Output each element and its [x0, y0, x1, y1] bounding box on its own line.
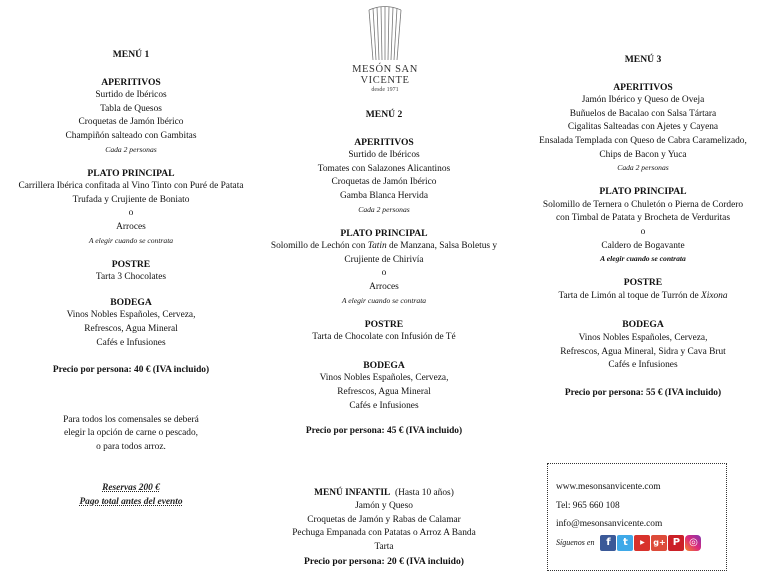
- list-item: Ensalada Templada con Queso de Cabra Caramelizado,: [539, 135, 747, 146]
- dish-text: Solomillo de Lechón con: [270, 241, 368, 252]
- reservation-line: Reservas 200 €: [102, 483, 160, 494]
- list-item: Chips de Bacon y Yuca: [599, 149, 687, 160]
- menu-3: [518, 53, 768, 400]
- reservation-note: [0, 482, 262, 509]
- dish-text-italic: Tatin: [367, 241, 387, 252]
- info-line: elegir la opción de carne o pescado,: [63, 428, 199, 439]
- info-line: o para todos arroz.: [96, 441, 166, 452]
- section-heading: POSTRE: [364, 318, 404, 330]
- section-heading: PLATO PRINCIPAL: [599, 186, 687, 198]
- kids-menu: [258, 487, 510, 569]
- drinks-line: Refrescos, Agua Mineral: [337, 386, 431, 397]
- reservation-line: Pago total antes del evento: [79, 497, 183, 508]
- note: A elegir cuando se contrata: [600, 254, 686, 264]
- dish-line: [518, 290, 768, 304]
- dish-line: Arroces: [116, 221, 146, 232]
- note: Cada 2 personas: [358, 204, 410, 214]
- section-heading: APERITIVOS: [354, 136, 414, 148]
- list-item: Tabla de Quesos: [100, 103, 162, 114]
- email-link[interactable]: info@mesonsanvicente.com: [556, 519, 663, 529]
- section-heading: PLATO PRINCIPAL: [340, 227, 428, 239]
- menu-price: Precio por persona: 55 € (IVA incluido): [564, 387, 722, 398]
- menu-price: Precio por persona: 45 € (IVA incluido): [305, 426, 463, 437]
- menu-title: MENÚ 2: [365, 109, 403, 120]
- drinks-line: Vinos Nobles Españoles, Cerveza,: [66, 310, 196, 321]
- drinks-line: Vinos Nobles Españoles, Cerveza,: [319, 373, 449, 384]
- instagram-icon[interactable]: ◎: [685, 535, 701, 551]
- google-plus-icon[interactable]: g+: [651, 535, 667, 551]
- list-item: Croquetas de Jamón Ibérico: [78, 117, 184, 128]
- menu-2: [258, 108, 510, 568]
- list-item: Croquetas de Jamón y Rabas de Calamar: [307, 514, 461, 525]
- drinks-line: Cafés e Infusiones: [608, 360, 678, 371]
- section-heading: BODEGA: [110, 296, 152, 308]
- section-heading: BODEGA: [363, 359, 405, 371]
- menu-1: [0, 48, 262, 510]
- list-item: Tarta: [374, 542, 394, 553]
- follow-label: Síguenos en: [556, 537, 595, 547]
- dish-line: [258, 240, 510, 254]
- info-note: [0, 414, 262, 455]
- or-separator: o: [640, 226, 646, 237]
- drinks-line: Refrescos, Agua Mineral, Sidra y Cava Brut: [560, 346, 726, 357]
- section-heading: BODEGA: [622, 319, 664, 331]
- list-item: Champiñón salteado con Gambitas: [65, 130, 197, 141]
- menu-price: Precio por persona: 40 € (IVA incluido): [52, 365, 210, 376]
- kids-menu-age: (Hasta 10 años): [394, 487, 454, 498]
- dish-line: Trufada y Crujiente de Boniato: [72, 194, 190, 205]
- list-item: Cigalitas Salteadas con Ajetes y Cayena: [567, 122, 719, 133]
- drinks-line: Cafés e Infusiones: [349, 400, 419, 411]
- dish-line: Tarta 3 Chocolates: [95, 272, 167, 283]
- section-heading: POSTRE: [111, 258, 151, 270]
- phone-number: Tel: 965 660 108: [556, 500, 620, 511]
- dish-text: Tarta de Limón al toque de Turrón de: [558, 290, 701, 301]
- or-separator: o: [128, 208, 134, 219]
- dish-line: Crujiente de Chirivía: [344, 254, 424, 265]
- facebook-icon[interactable]: f: [600, 535, 616, 551]
- dish-line: Tarta de Chocolate con Infusión de Té: [312, 332, 456, 343]
- dish-line: Arroces: [369, 281, 399, 292]
- info-line: Para todos los comensales se deberá: [63, 414, 199, 425]
- youtube-icon[interactable]: ▶: [634, 535, 650, 551]
- dish-line: con Timbal de Patata y Brocheta de Verduritas: [555, 213, 730, 224]
- section-heading: APERITIVOS: [613, 81, 673, 93]
- list-item: Jamón Ibérico y Queso de Oveja: [581, 95, 705, 106]
- list-item: Jamón y Queso: [355, 501, 413, 512]
- note: Cada 2 personas: [617, 163, 669, 173]
- restaurant-logo: [330, 6, 440, 93]
- kids-menu-heading: MENÚ INFANTIL: [314, 487, 391, 498]
- or-separator: o: [381, 268, 387, 279]
- kids-menu-price: Precio por persona: 20 € (IVA incluido): [304, 555, 464, 567]
- dish-line: Carrillera Ibérica confitada al Vino Tinto con Puré de Patata: [18, 181, 244, 192]
- note: Cada 2 personas: [105, 144, 157, 154]
- dish-text-italic: Xixona: [700, 290, 728, 301]
- dish-text: de Manzana, Salsa Boletus y: [386, 241, 498, 252]
- section-heading: APERITIVOS: [101, 76, 161, 88]
- logo-name: MESÓN SAN VICENTE: [352, 64, 418, 86]
- section-heading: POSTRE: [623, 277, 663, 289]
- kids-menu-title: [258, 487, 510, 501]
- logo-since: desde 1971: [371, 87, 399, 93]
- list-item: Tomates con Salazones Alicantinos: [317, 163, 451, 174]
- website-link[interactable]: www.mesonsanvicente.com: [556, 482, 661, 492]
- drinks-line: Vinos Nobles Españoles, Cerveza,: [578, 332, 708, 343]
- list-item: Pechuga Empanada con Patatas o Arroz A Banda: [292, 528, 476, 539]
- dish-line: Solomillo de Ternera o Chuletón o Pierna de Cordero: [542, 199, 744, 210]
- list-item: Croquetas de Jamón Ibérico: [331, 177, 437, 188]
- list-item: Gamba Blanca Hervida: [340, 190, 428, 201]
- dish-line: Caldero de Bogavante: [601, 240, 685, 251]
- drinks-line: Cafés e Infusiones: [96, 337, 166, 348]
- menu-title: MENÚ 1: [112, 49, 150, 60]
- drinks-line: Refrescos, Agua Mineral: [84, 323, 178, 334]
- section-heading: PLATO PRINCIPAL: [87, 167, 175, 179]
- chef-hat-icon: [363, 6, 407, 62]
- list-item: Buñuelos de Bacalao con Salsa Tártara: [569, 108, 717, 119]
- list-item: Surtido de Ibéricos: [95, 90, 167, 101]
- note: A elegir cuando se contrata: [88, 235, 174, 245]
- contact-box: [547, 463, 727, 571]
- list-item: Surtido de Ibéricos: [348, 150, 420, 161]
- pinterest-icon[interactable]: P: [668, 535, 684, 551]
- menu-title: MENÚ 3: [624, 54, 662, 65]
- note: A elegir cuando se contrata: [341, 295, 427, 305]
- social-links: [556, 534, 726, 553]
- twitter-icon[interactable]: t: [617, 535, 633, 551]
